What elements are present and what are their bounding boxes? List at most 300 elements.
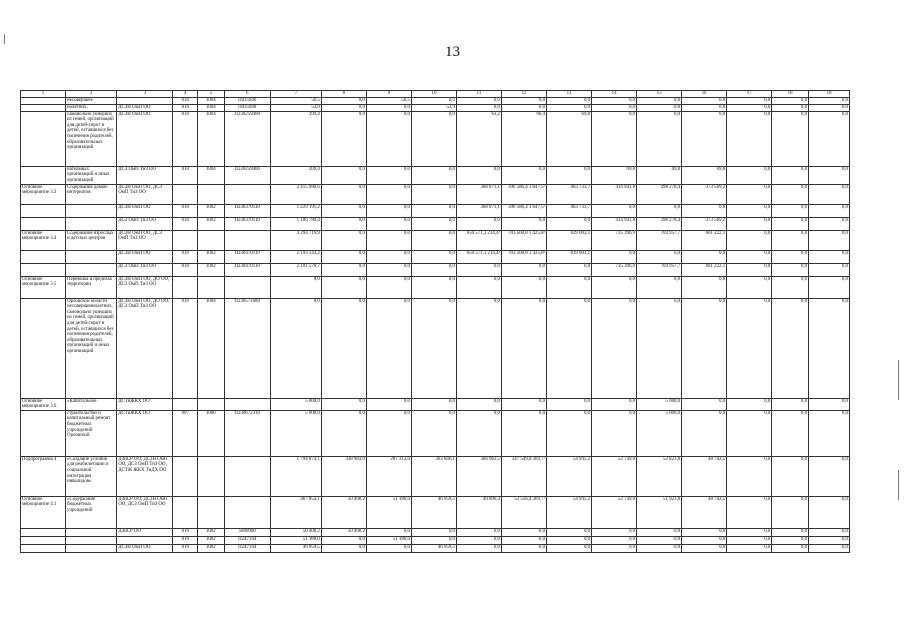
table-cell-col-8: 0,0 — [321, 184, 366, 204]
table-cell-col-2 — [66, 204, 117, 217]
table-cell-col-12: 66,4 — [502, 111, 547, 166]
column-header-9: 9 — [366, 91, 411, 98]
table-cell-col-14: 0,0 — [592, 410, 637, 456]
table-cell-col-3: ДСЗН ОмП ОО — [117, 104, 173, 111]
table-cell-col-10: 0,0 — [411, 230, 456, 250]
table-cell-col-2: несовершен- — [66, 98, 117, 105]
table-cell-col-11: 306 963,5 — [456, 456, 501, 496]
table-cell-col-10: 0,0 — [411, 250, 456, 263]
table-cell-col-4: 010 — [173, 217, 198, 230]
table-cell-col-19: 0,0 — [809, 217, 850, 230]
table-cell-col-14: 414 941,8 — [592, 217, 637, 230]
table-cell-col-4 — [173, 496, 198, 528]
table-cell-col-13: 54 945,2 — [547, 496, 592, 528]
table-cell-col-17: 0,0 — [727, 536, 772, 544]
table-cell-col-13: 0,0 — [547, 544, 592, 552]
table-row — [21, 536, 850, 544]
table-cell-col-13: 69,8 — [547, 111, 592, 166]
table-cell-col-18: 0,0 — [772, 398, 809, 410]
table-cell-col-7: 1 794 874,1 — [270, 456, 321, 496]
table-cell-col-7: 46 959,5 — [270, 544, 321, 552]
table-cell-col-1 — [21, 536, 66, 544]
table-cell-col-10: 46 959,5 — [411, 496, 456, 528]
table-cell-col-1: Основное мероприятие 3.6 — [21, 398, 66, 410]
table-cell-col-16: 373 569,2 — [682, 184, 727, 204]
table-cell-col-17: 0,0 — [727, 250, 772, 263]
table-cell-col-18: 0,0 — [772, 98, 809, 105]
table-row — [21, 250, 850, 263]
table-cell-col-14: 0,0 — [592, 111, 637, 166]
table-cell-col-15: 0,0 — [637, 98, 682, 105]
table-cell-col-11: 0,0 — [456, 263, 501, 276]
table-cell-col-19: 0,0 — [809, 276, 850, 298]
table-cell-col-12: 703 568,8 1 425,8² — [502, 250, 547, 263]
table-cell-col-3: ДСЗН ОмП ОО, ДО ОО, ДСЗ ОмП ТиЗ ОО — [117, 276, 173, 298]
table-row — [21, 98, 850, 105]
column-header-3: 3 — [117, 91, 173, 98]
table-cell-col-2: самовольно ушедших из семей, организаций для детей-сирот и детей, оставшихся без попечения родителей, образовательных организаций — [66, 111, 117, 166]
table-cell-col-2 — [66, 217, 117, 230]
table-cell-col-14: 0,0 — [592, 104, 637, 111]
table-cell-col-6: П230470110 — [224, 250, 270, 263]
table-cell-col-11: 49 896,4 — [456, 496, 501, 528]
table-cell-col-10: 0,0 — [411, 111, 456, 166]
table-cell-col-7: 467 854,1 — [270, 496, 321, 528]
table-cell-col-7: 1 229 191,2 — [270, 204, 321, 217]
table-cell-col-6: П035940 — [224, 104, 270, 111]
table-cell-col-4 — [173, 456, 198, 496]
table-cell-col-9: 0,0 — [366, 276, 411, 298]
table-cell-col-18: 0,0 — [772, 298, 809, 398]
table-cell-col-2: Перевозка в пределах территории — [66, 276, 117, 298]
table-cell-col-16: 0,0 — [682, 276, 727, 298]
table-cell-col-1 — [21, 98, 66, 105]
table-cell-col-7: 5 000,0 — [270, 398, 321, 410]
table-cell-col-11: 368 871,1 — [456, 184, 501, 204]
table-cell-col-8: 0,0 — [321, 298, 366, 398]
table-cell-col-12: 0,0 — [502, 410, 547, 456]
table-cell-col-17: 0,0 — [727, 166, 772, 184]
table-cell-col-1: Основное мероприятие 3.5 — [21, 276, 66, 298]
table-cell-col-18: 0,0 — [772, 104, 809, 111]
table-cell-col-6: П230259400 — [224, 111, 270, 166]
table-cell-col-7: 2 101 576,7 — [270, 263, 321, 276]
table-cell-col-1: Основное мероприятие 3.4 — [21, 230, 66, 250]
table-cell-col-13: 0,0 — [547, 528, 592, 536]
table-cell-col-19: 0,0 — [809, 263, 850, 276]
table-cell-col-17: 0,0 — [727, 104, 772, 111]
table-cell-col-15: 0,0 — [637, 204, 682, 217]
table-cell-col-12: 0,0 — [502, 528, 547, 536]
table-cell-col-15: 0,0 — [637, 111, 682, 166]
table-cell-col-19: 0,0 — [809, 398, 850, 410]
table-cell-col-18: 0,0 — [772, 276, 809, 298]
table-cell-col-16: 661 222,1 — [682, 263, 727, 276]
table-cell-col-11: 0,0 — [456, 298, 501, 398]
table-cell-col-11: 0,0 — [456, 104, 501, 111]
table-cell-col-5: 1002 — [198, 263, 225, 276]
table-cell-col-3: ДСЗ ОмП ТиЗ ОО — [117, 217, 173, 230]
table-cell-col-6: П247144 — [224, 544, 270, 552]
table-cell-col-13: 0,0 — [547, 263, 592, 276]
table-row — [21, 528, 850, 536]
table-cell-col-3 — [117, 536, 173, 544]
table-cell-col-7: 209,4 — [270, 166, 321, 184]
table-cell-col-11: 0,0 — [456, 528, 501, 536]
table-row — [21, 204, 850, 217]
table-cell-col-5: 1004 — [198, 98, 225, 105]
table-cell-col-18: 0,0 — [772, 456, 809, 496]
column-header-1: 1 — [21, 91, 66, 98]
column-header-2: 2 — [66, 91, 117, 98]
table-cell-col-17: 0,0 — [727, 410, 772, 456]
table-cell-col-13: 0,0 — [547, 298, 592, 398]
table-cell-col-11: 63,2 — [456, 111, 501, 166]
table-cell-col-15: 51 923,8 — [637, 496, 682, 528]
table-cell-col-15: 0,0 — [637, 528, 682, 536]
table-cell-col-7: 50 408,2 — [270, 528, 321, 536]
table-cell-col-15: 0,0 — [637, 298, 682, 398]
table-cell-col-1 — [21, 528, 66, 536]
table-cell-col-14: 53 749,0 — [592, 456, 637, 496]
table-cell-col-13: 0,0 — [547, 104, 592, 111]
table-cell-col-2: Содержание взрослых и детских центров — [66, 230, 117, 250]
table-cell-col-2: строительство и капитальный ремонт бюджетных учреждений Орловской — [66, 410, 117, 456]
table-cell-col-2: нательных организаций и иных организаций — [66, 166, 117, 184]
column-header-4: 4 — [173, 91, 198, 98]
table-cell-col-17: 0,0 — [727, 204, 772, 217]
table-cell-col-15: 0,0 — [637, 250, 682, 263]
table-cell-col-9: 0,0 — [366, 111, 411, 166]
table-cell-col-11: 0,0 — [456, 217, 501, 230]
table-cell-col-15: 69,8 — [637, 166, 682, 184]
table-cell-col-16: 0,0 — [682, 410, 727, 456]
table-cell-col-4: 010 — [173, 204, 198, 217]
table-cell-col-14: 0,0 — [592, 204, 637, 217]
table-cell-col-19: 0,0 — [809, 250, 850, 263]
table-cell-col-15: 704 957,7 — [637, 263, 682, 276]
table-cell-col-8: 0,0 — [321, 98, 366, 105]
table-cell-col-12: 0,0 — [502, 544, 547, 552]
table-cell-col-6 — [224, 276, 270, 298]
table-cell-col-3: ДЗиСР ОО, ДСЗН ОмП ОО, ДСЗ ОмП ТиЗ ОО — [117, 496, 173, 528]
table-cell-col-4: 010 — [173, 250, 198, 263]
table-cell-col-5 — [198, 184, 225, 204]
table-cell-col-5: 1006 — [198, 410, 225, 456]
table-cell-col-14: 0,0 — [592, 276, 637, 298]
table-cell-col-5: 1002 — [198, 204, 225, 217]
table-cell-col-15: 0,0 — [637, 544, 682, 552]
table-cell-col-17: 0,0 — [727, 276, 772, 298]
table-row — [21, 276, 850, 298]
table-cell-col-17: 0,0 — [727, 496, 772, 528]
table-cell-col-12: 0,0 — [502, 104, 547, 111]
table-cell-col-5: 1002 — [198, 528, 225, 536]
table-cell-col-9: 0,0 — [366, 184, 411, 204]
table-cell-col-7: 56,5 — [270, 98, 321, 105]
table-cell-col-2 — [66, 536, 117, 544]
table-cell-col-4: 010 — [173, 104, 198, 111]
table-cell-col-19: 0,0 — [809, 104, 850, 111]
table-row — [21, 230, 850, 250]
table-cell-col-18: 0,0 — [772, 111, 809, 166]
table-cell-col-10: 0,0 — [411, 217, 456, 230]
table-cell-col-4: 010 — [173, 166, 198, 184]
table-cell-col-6 — [224, 398, 270, 410]
table-cell-col-1 — [21, 263, 66, 276]
table-row — [21, 184, 850, 204]
table-cell-col-8: 0,0 — [321, 166, 366, 184]
table-cell-col-15: 5 000,0 — [637, 410, 682, 456]
column-header-14: 14 — [592, 91, 637, 98]
table-cell-col-18: 0,0 — [772, 230, 809, 250]
table-cell-col-14: 0,0 — [592, 298, 637, 398]
table-cell-col-5: 1004 — [198, 104, 225, 111]
table-cell-col-14: 0,0 — [592, 250, 637, 263]
table-cell-col-3: ДСЗ ОмП ТиЗ ОО — [117, 166, 173, 184]
table-cell-col-1 — [21, 111, 66, 166]
table-cell-col-7: 4 294 719,9 — [270, 230, 321, 250]
table-cell-col-8: 0,0 — [321, 217, 366, 230]
table-cell-col-1 — [21, 217, 66, 230]
table-cell-col-1 — [21, 544, 66, 552]
budget-table — [20, 90, 850, 553]
column-header-8: 8 — [321, 91, 366, 98]
table-cell-col-17: 0,0 — [727, 528, 772, 536]
table-cell-col-18: 0,0 — [772, 250, 809, 263]
table-cell-col-15: 398 278,4 — [637, 184, 682, 204]
table-cell-col-9: 0,0 — [366, 528, 411, 536]
table-cell-col-18: 0,0 — [772, 184, 809, 204]
table-cell-col-8: 0,0 — [321, 276, 366, 298]
table-cell-col-15: 704 957,7 — [637, 230, 682, 250]
table-cell-col-16: 0,0 — [682, 204, 727, 217]
table-cell-col-1: Подпрограмма 4 — [21, 456, 66, 496]
table-cell-col-17: 0,0 — [727, 544, 772, 552]
column-header-18: 18 — [772, 91, 809, 98]
table-row — [21, 398, 850, 410]
table-row — [21, 217, 850, 230]
table-cell-col-14: 735 396,9 — [592, 263, 637, 276]
table-cell-col-12: 0,0 — [502, 276, 547, 298]
table-cell-col-7: 5 000,0 — [270, 410, 321, 456]
table-cell-col-14: 0,0 — [592, 398, 637, 410]
table-cell-col-19: 0,0 — [809, 111, 850, 166]
table-cell-col-12: 0,0 — [502, 398, 547, 410]
table-cell-col-4: 010 — [173, 298, 198, 398]
table-body — [21, 91, 850, 553]
table-cell-col-5: 1004 — [198, 111, 225, 166]
table-cell-col-14: 0,0 — [592, 544, 637, 552]
table-cell-col-6: П230259400 — [224, 166, 270, 184]
table-cell-col-14: 735 396,9 — [592, 230, 637, 250]
table-cell-col-16: 0,0 — [682, 104, 727, 111]
table-cell-col-9: 51 188,0 — [366, 536, 411, 544]
table-cell-col-17: 0,0 — [727, 184, 772, 204]
table-cell-col-1 — [21, 298, 66, 398]
table-cell-col-11: 0,0 — [456, 276, 501, 298]
table-cell-col-16: 0,0 — [682, 98, 727, 105]
table-cell-col-12: 0,0 — [502, 536, 547, 544]
table-cell-col-12: 0,0 — [502, 263, 547, 276]
table-cell-col-5: 1002 — [198, 217, 225, 230]
table-cell-col-9: 0,0 — [366, 166, 411, 184]
table-cell-col-14: 0,0 — [592, 98, 637, 105]
table-cell-col-10: 0,0 — [411, 98, 456, 105]
table-cell-col-1: Основное мероприятие 4.1 — [21, 496, 66, 528]
table-cell-col-4 — [173, 276, 198, 298]
table-cell-col-18: 0,0 — [772, 536, 809, 544]
table-cell-col-4: 007 — [173, 410, 198, 456]
table-cell-col-10: 0,0 — [411, 263, 456, 276]
table-cell-col-8: 0,0 — [321, 104, 366, 111]
table-cell-col-19: 0,0 — [809, 204, 850, 217]
table-cell-col-13: 54 945,2 — [547, 456, 592, 496]
table-cell-col-19: 0,0 — [809, 166, 850, 184]
table-cell-col-17: 0,0 — [727, 298, 772, 398]
table-cell-col-16: 0,0 — [682, 544, 727, 552]
table-cell-col-19: 0,0 — [809, 410, 850, 456]
table-cell-col-8: 0,0 — [321, 536, 366, 544]
table-cell-col-2 — [66, 250, 117, 263]
table-cell-col-9: 0,0 — [366, 250, 411, 263]
table-cell-col-13: 0,0 — [547, 98, 592, 105]
table-row — [21, 263, 850, 276]
table-cell-col-16: 0,0 — [682, 398, 727, 410]
table-cell-col-9: 0,0 — [366, 217, 411, 230]
table-cell-col-10: 0,0 — [411, 276, 456, 298]
table-cell-col-15: 5 000,0 — [637, 398, 682, 410]
table-cell-col-17: 0,0 — [727, 98, 772, 105]
table-cell-col-6: П247144 — [224, 536, 270, 544]
column-header-19: 19 — [809, 91, 850, 98]
table-cell-col-17: 0,0 — [727, 111, 772, 166]
table-cell-col-3: ДСЗН ОмП ОО, ДО ОО, ДСЗ ОмП ТиЗ ОО — [117, 298, 173, 398]
table-cell-col-19: 0,0 — [809, 544, 850, 552]
table-cell-col-16: 48 702,5 — [682, 456, 727, 496]
table-cell-col-1 — [21, 204, 66, 217]
table-cell-col-3: ДСЗН ОмП ОО — [117, 111, 173, 166]
table-cell-col-16: 0,0 — [682, 111, 727, 166]
table-cell-col-12: 396 586,4 1 847,5² — [502, 184, 547, 204]
table-cell-col-19: 0,0 — [809, 536, 850, 544]
table-cell-col-5 — [198, 276, 225, 298]
table-cell-col-9: 0,0 — [366, 204, 411, 217]
table-cell-col-3: ДСЗ ОмП ТиЗ ОО — [117, 263, 173, 276]
table-cell-col-1 — [21, 250, 66, 263]
table-cell-col-13: 839 003,1 — [547, 230, 592, 250]
table-cell-col-13: 839 003,1 — [547, 250, 592, 263]
table-cell-col-14: 53 749,0 — [592, 496, 637, 528]
table-cell-col-13: 0,0 — [547, 276, 592, 298]
column-header-12: 12 — [502, 91, 547, 98]
table-cell-col-4: 010 — [173, 544, 198, 552]
table-cell-col-11: 0,0 — [456, 410, 501, 456]
table-cell-col-17: 0,0 — [727, 456, 772, 496]
table-cell-col-4: 010 — [173, 263, 198, 276]
column-header-17: 17 — [727, 91, 772, 98]
table-cell-col-19: 0,0 — [809, 496, 850, 528]
table-cell-col-6: П230370110 — [224, 217, 270, 230]
table-cell-col-7: 51 188,0 — [270, 536, 321, 544]
table-cell-col-8: 0,0 — [321, 250, 366, 263]
table-cell-col-3: ДСЗН ОмП ОО — [117, 544, 173, 552]
table-cell-col-6 — [224, 496, 270, 528]
table-cell-col-2 — [66, 544, 117, 552]
table-cell-col-3: ДСЗН ОмП ОО — [117, 250, 173, 263]
table-cell-col-18: 0,0 — [772, 410, 809, 456]
table-cell-col-10: 0,0 — [411, 410, 456, 456]
table-cell-col-8: 338 983,0 — [321, 456, 366, 496]
table-cell-col-13: 0,0 — [547, 398, 592, 410]
table-cell-col-6: П230571680 — [224, 298, 270, 398]
column-header-13: 13 — [547, 91, 592, 98]
table-cell-col-7: 2 193 143,2 — [270, 250, 321, 263]
table-cell-col-3: ДСЗН ОмП ОО, ДСЗ ОмП ТиЗ ОО — [117, 184, 173, 204]
table-cell-col-9: 287 313,0 — [366, 456, 411, 496]
scan-margin-mark — [4, 34, 5, 44]
table-cell-col-11: 650 571,3 214,4² — [456, 230, 501, 250]
table-cell-col-19: 0,0 — [809, 98, 850, 105]
table-cell-col-8: 50 408,2 — [321, 496, 366, 528]
table-cell-col-10: 0,0 — [411, 528, 456, 536]
table-cell-col-18: 0,0 — [772, 204, 809, 217]
table-cell-col-5: 1004 — [198, 166, 225, 184]
table-cell-col-13: 463 733,7 — [547, 184, 592, 204]
table-cell-col-8: 0,0 — [321, 398, 366, 410]
table-cell-col-16: 373 569,2 — [682, 217, 727, 230]
table-cell-col-14: 0,0 — [592, 528, 637, 536]
table-cell-col-14: 0,0 — [592, 536, 637, 544]
table-cell-col-16: 0,0 — [682, 536, 727, 544]
table-cell-col-12: 0,0 — [502, 166, 547, 184]
table-cell-col-4: 010 — [173, 111, 198, 166]
table-cell-col-6 — [224, 230, 270, 250]
table-cell-col-11: 0,0 — [456, 166, 501, 184]
table-cell-col-7: 0,0 — [270, 298, 321, 398]
table-cell-col-17: 0,0 — [727, 398, 772, 410]
table-cell-col-19: 0,0 — [809, 230, 850, 250]
table-cell-col-9: 0,0 — [366, 230, 411, 250]
column-header-5: 5 — [198, 91, 225, 98]
table-cell-col-19: 0,0 — [809, 298, 850, 398]
table-cell-col-7: 53,9 — [270, 104, 321, 111]
table-cell-col-10: 303 846,1 — [411, 456, 456, 496]
table-cell-col-10: 46 959,5 — [411, 544, 456, 552]
table-cell-col-19: 0,0 — [809, 184, 850, 204]
table-cell-col-11: 0,0 — [456, 98, 501, 105]
table-cell-col-4: 010 — [173, 98, 198, 105]
table-row — [21, 456, 850, 496]
table-cell-col-2: «Капитальное — [66, 398, 117, 410]
table-cell-col-13: 0,0 — [547, 166, 592, 184]
table-cell-col-7: 399,4 — [270, 111, 321, 166]
table-cell-col-8: 50 408,2 — [321, 528, 366, 536]
table-cell-col-10: 0,0 — [411, 536, 456, 544]
table-cell-col-7: 1 186 789,4 — [270, 217, 321, 230]
table-cell-col-8: 0,0 — [321, 263, 366, 276]
table-cell-col-16: 0,0 — [682, 298, 727, 398]
table-cell-col-18: 0,0 — [772, 496, 809, 528]
table-cell-col-14: 414 941,8 — [592, 184, 637, 204]
table-cell-col-1 — [21, 410, 66, 456]
table-cell-col-15: 0,0 — [637, 104, 682, 111]
column-header-15: 15 — [637, 91, 682, 98]
table-cell-col-2 — [66, 528, 117, 536]
table-cell-col-18: 0,0 — [772, 528, 809, 536]
table-cell-col-11: 0,0 — [456, 398, 501, 410]
column-header-7: 7 — [270, 91, 321, 98]
